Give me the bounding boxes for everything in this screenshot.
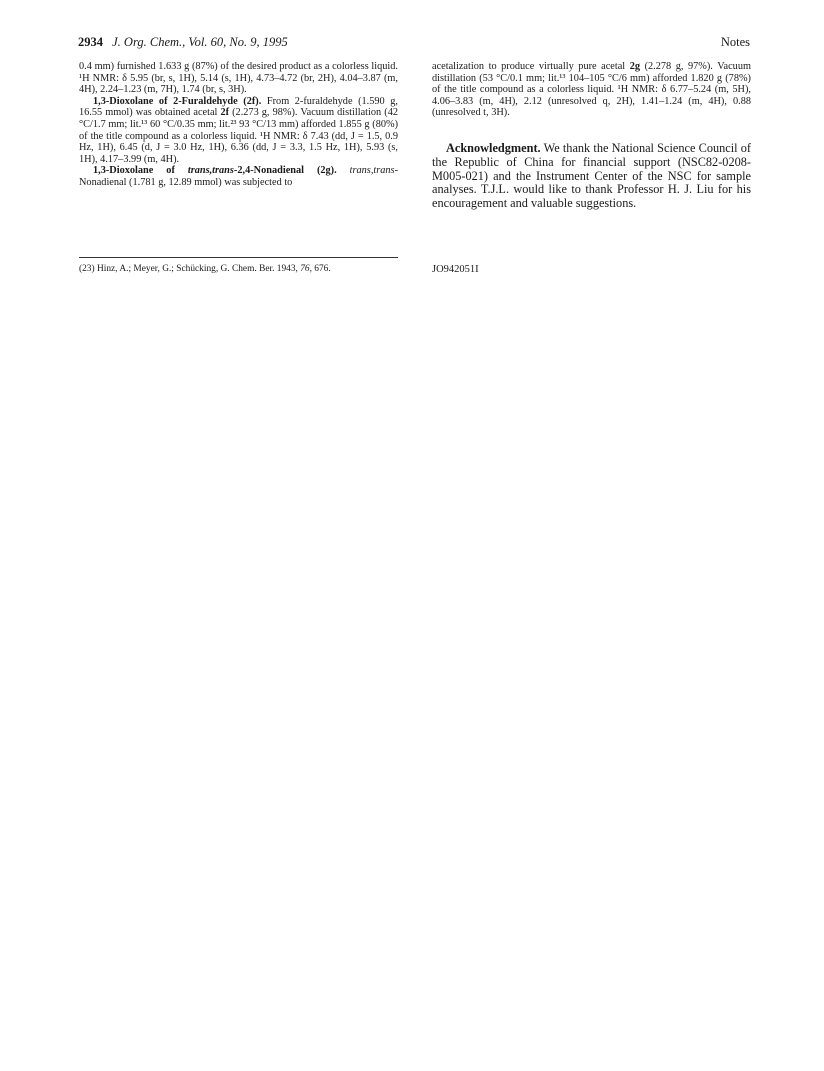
page-number: 2934 [78,35,103,49]
compound-title-2f: 1,3-Dioxolane of 2-Furaldehyde (2f). [93,95,262,107]
paragraph-2g-italic: trans,trans [336,165,395,177]
running-header [78,35,750,53]
paragraph-2g-text: -Nonadienal (1.781 g, 12.89 mmol) was subjected to [79,165,398,188]
header-left [78,35,288,50]
acknowledgment-text: We thank the National Science Council of the Republic of China for financial support (NSC82-0208-M005-021) and the Instrument Center of the NSC for sample analyses. T.J.L. would like to thank Professor H. J. Liu for his encouragement and valuable suggestions. [432,141,751,211]
paragraph-2g-continued [432,61,751,119]
acknowledgment-heading: Acknowledgment. [446,141,541,155]
paragraph-2f-text-b: (2.273 g, 98%). Vacuum distillation (42 °C/1.7 mm; lit.¹³ 60 °C/0.35 mm; lit.²³ 93 °C/13 mm) afforded 1.855 g (80%) of the title compound as a colorless liquid. ¹H NMR: δ 7.43 (dd, J = 1.5, 0.9 Hz, 1H), 6.45 (d, J = 3.0 Hz, 1H), 6.36 (dd, J = 3.3, 1.5 Hz, 1H), 5.93 (s, 1H), 4.17–3.99 (m, 4H). [79,107,399,165]
compound-title-2g-italic: trans,trans [187,165,234,177]
compound-title-2g-b: -2,4-Nonadienal (2g). [233,165,337,177]
acknowledgment-section [432,142,751,211]
paragraph-2f [79,96,398,166]
footnote-23 [79,264,398,275]
footnote-text-b: , 676. [309,264,331,274]
paragraph-2g-cont-b: (2.278 g, 97%). Vacuum distillation (53 °C/0.1 mm; lit.¹³ 104–105 °C/6 mm) afforded 1.820 g (78%) of the title compound as a colorless liquid. ¹H NMR: δ 6.77–5.24 (m, 5H), 4.06–3.83 (m, 4H), 2.12 (unresolved q, 2H), 1.41–1.24 (m, 4H), 0.88 (unresolved t, 3H). [432,61,751,119]
manuscript-code: JO942051I [432,264,479,275]
acknowledgment-paragraph [432,142,751,211]
journal-citation: J. Org. Chem., Vol. 60, No. 9, 1995 [112,35,288,49]
footnote-divider [79,257,398,258]
paragraph-2f-text-a: From 2-furaldehyde (1.590 g, 16.55 mmol) was obtained acetal [79,95,398,119]
footnote-volume: 76 [300,264,310,274]
compound-ref-2g: 2g [629,61,641,72]
right-column [432,61,751,119]
compound-ref-2f: 2f [220,107,230,119]
paragraph-2e-continued: 0.4 mm) furnished 1.633 g (87%) of the desired product as a colorless liquid. ¹H NMR: δ 5.95 (br, s, 1H), 5.14 (s, 1H), 4.73–4.72 (br, 2H), 4.04–3.87 (m, 4H), 2.24–1.23 (m, 7H), 1.74 (br, s, 3H). [79,61,398,96]
paragraph-2g [79,165,398,188]
compound-title-2g-a: 1,3-Dioxolane of [93,165,188,177]
left-column [79,61,398,189]
paragraph-2g-cont-a: acetalization to produce virtually pure acetal [432,61,630,72]
footnote-text-a: (23) Hinz, A.; Meyer, G.; Schücking, G. Chem. Ber. 1943, [79,264,301,274]
section-label: Notes [720,35,750,49]
